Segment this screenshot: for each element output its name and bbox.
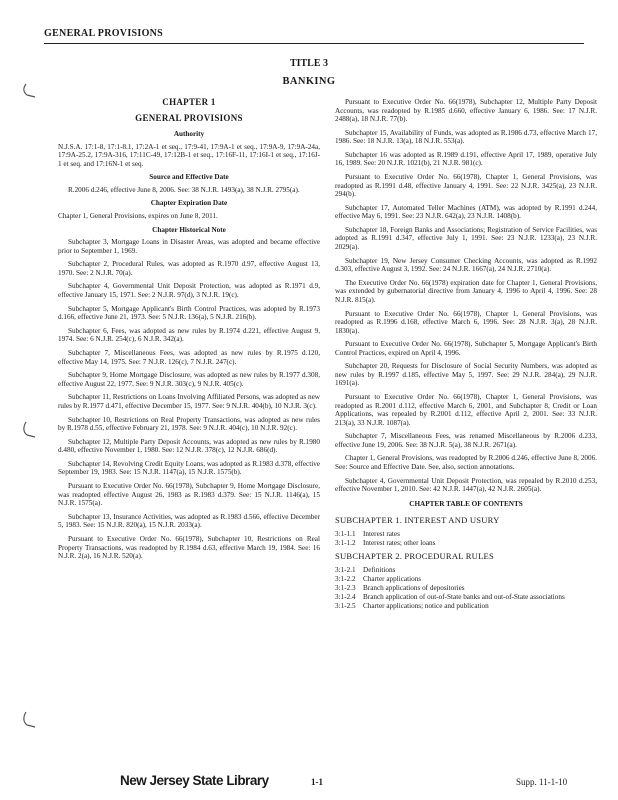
history-note: Subchapter 9, Home Mortgage Disclosure, was adopted as new rules by R.1977 d.308, effective August 22, 1977. See: 9 N.J.R. 303(c), 9 N.J.R. 405(c). [58,371,320,388]
history-heading: Chapter Historical Note [152,225,226,234]
toc-entry-title: Interest rates; other loans [363,538,436,547]
history-note: Subchapter 6, Fees, was adopted as new rules by R.1974 d.221, effective August 9, 1974. See: 6 N.J.R. 254(c), 6 N.J.R. 342(a). [58,326,320,344]
authority-heading: Authority [173,130,205,138]
history-note: Subchapter 7, Miscellaneous Fees, was adopted as new rules by R.1975 d.120, effective May 14, 1975. See: 7 N.J.R. 126(c), 7 N.J.R. 247(c). [58,349,320,366]
history-note: Subchapter 3, Mortgage Loans in Disaster Areas, was adopted and became effective prior to September 1, 1969. [58,238,320,255]
toc-entry-title: Definitions [363,565,396,574]
expiration-heading: Chapter Expiration Date [150,199,228,208]
history-note: Subchapter 4, Governmental Unit Deposit Protection, was repealed by R.2010 d.253, effective November 1, 2010. See: 42 N.J.R. 1447(a), 42 N.J.R. 2605(a). [335,476,597,494]
history-note: Pursuant to Executive Order No. 66(1978), Subchapter 10, Restrictions on Real Property Transactions, was readopted by R.1984 d.63, effective March 19, 1984. See: 16 N.J.R. 2(a), 16 N.J.R. 520(a). [58,535,320,560]
page-number: 1-1 [311,777,323,787]
toc-entry[interactable] [335,566,597,575]
history-note: Pursuant to Executive Order No. 66(1978), Subchapter 9, Home Mortgage Disclosure, was readopted effective August 26, 1983 as R.1983 d.379. See: 15 N.J.R. 1146(a), 15 N.J.R. 1575(a). [58,482,320,508]
toc-entry-title: Charter applications [363,574,422,583]
title-number: TITLE 3 [289,58,329,69]
toc-entry-title: Branch application of out-of-State banks and out-of-State associations [363,593,565,601]
toc-entry-number: 3:1-2.3 [335,583,356,592]
toc-entry-number: 3:1-2.4 [335,593,356,601]
expiration-text: Chapter 1, General Provisions, expires on June 8, 2011. [58,211,218,220]
right-column [335,98,597,611]
history-note: Pursuant to Executive Order No. 66(1978), Chapter 1, General Provisions, was readopted as R.1996 d.168, effective March 6, 1996. See: 28 N.J.R. 3(a), 28 N.J.R. 1830(a). [335,309,597,335]
toc-entry[interactable] [335,539,597,548]
history-note: Subchapter 18, Foreign Banks and Associations; Registration of Service Facilities, was adopted as R.1991 d.347, effective July 1, 1991. See: 23 N.J.R. 1233(a), 23 N.J.R. 2029(a). [335,225,597,251]
left-column [58,98,320,566]
binder-hole-icon [22,710,40,728]
history-note: The Executive Order No. 66(1978) expiration date for Chapter 1, General Provisions, was extended by gubernatorial directive from January 4, 1996 to April 4, 1996. See: 28 N.J.R. 815(a). [335,278,597,304]
history-note: Pursuant to Executive Order No. 66(1978), Chapter 1, General Provisions, was readopted as R.1991 d.48, effective January 4, 1991. See: 22 N.J.R. 3425(a), 23 N.J.R. 294(b). [335,173,597,199]
history-note: Pursuant to Executive Order No. 66(1978), Subchapter 12, Multiple Party Deposit Accounts, was readopted by R.1985 d.660, effective January 6, 1986. See: 17 N.J.R. 2488(a), 18 N.J.R. 77(b). [335,98,597,123]
header-rule [44,43,584,44]
history-note: Chapter 1, General Provisions, was readopted by R.2006 d.246, effective June 8, 2006. See: Source and Effective Date. See, also, section annotations. [335,454,597,471]
toc-entry-title: Branch applications of depositories [363,583,465,592]
history-note: Subchapter 2, Procedural Rules, was adopted as R.1970 d.97, effective August 13, 1970. See: 2 N.J.R. 70(a). [58,260,320,277]
history-note: Pursuant to Executive Order No. 66(1978), Subchapter 5, Mortgage Applicant's Birth Control Practices, expired on April 4, 1996. [335,340,597,357]
history-note: Subchapter 17, Automated Teller Machines (ATM), was adopted by R.1991 d.244, effective May 6, 1991. See: 23 N.J.R. 642(a), 23 N.J.R. 1408(b). [335,203,597,221]
history-note: Subchapter 11, Restrictions on Loans Involving Affiliated Persons, was adopted as new rules by R.1977 d.471, effective December 15, 1977. See: 9 N.J.R. 404(b), 10 N.J.R. 3(c). [58,393,320,410]
toc-entry[interactable] [335,593,597,602]
history-note: Subchapter 13, Insurance Activities, was adopted as R.1983 d.566, effective December 5, 1983. See: 15 N.J.R. 820(a), 15 N.J.R. 2033(a). [58,512,320,530]
toc-entry-number: 3:1-2.1 [335,565,356,574]
toc-entry-number: 3:1-1.1 [335,529,356,538]
toc-entry-title: Interest rates [363,529,400,538]
source-heading: Source and Effective Date [149,173,229,182]
subchapter-1-heading[interactable]: SUBCHAPTER 1. INTEREST AND USURY [335,515,500,526]
history-note: Subchapter 14, Revolving Credit Equity Loans, was adopted as R.1983 d.378, effective September 19, 1983. See: 15 N.J.R. 1147(a), 15 N.J.R. 1575(b). [58,459,320,477]
history-note: Subchapter 12, Multiple Party Deposit Accounts, was adopted as new rules by R.1980 d.480, effective November 1, 1980. See: 12 N.J.R. 378(c), 12 N.J.R. 686(d). [58,437,320,455]
binder-hole-icon [22,420,40,438]
title-name: BANKING [282,76,336,87]
history-note: Subchapter 15, Availability of Funds, was adopted as R.1986 d.73, effective March 17, 1986. See: 18 N.J.R. 13(a), 18 N.J.R. 553(a). [335,128,597,146]
toc-entry-number: 3:1-1.2 [335,538,356,547]
history-note: Subchapter 4, Governmental Unit Deposit Protection, was adopted as R.1971 d.9, effective January 15, 1971. See: 2 N.J.R. 97(d), 3 N.J.R. 19(c). [58,282,320,299]
toc-entry[interactable] [335,530,597,539]
toc-heading: CHAPTER TABLE OF CONTENTS [409,499,523,508]
toc-entry-number: 3:1-2.2 [335,574,356,583]
source-text: R.2006 d.246, effective June 8, 2006. See: 38 N.J.R. 1493(a), 38 N.J.R. 2795(a). [68,185,300,194]
toc-entry-title: Charter applications; notice and publication [363,602,489,611]
history-note: Subchapter 19, New Jersey Consumer Checking Accounts, was adopted as R.1992 d.303, effective August 3, 1992. See: 24 N.J.R. 1667(a), 24 N.J.R. 2710(a). [335,256,597,274]
subchapter-2-heading[interactable]: SUBCHAPTER 2. PROCEDURAL RULES [335,551,494,562]
chapter-name: GENERAL PROVISIONS [135,112,243,123]
chapter-number: CHAPTER 1 [162,97,216,107]
toc-entry-number: 3:1-2.5 [335,602,356,611]
supplement-date: Supp. 11-1-10 [516,777,568,787]
library-logo: New Jersey State Library [120,773,269,788]
history-note: Subchapter 7, Miscellaneous Fees, was renamed Miscellaneous by R.2006 d.233, effective June 19, 2006. See: 38 N.J.R. 5(a), 38 N.J.R. 2671(a). [335,432,597,449]
history-note: Pursuant to Executive Order No. 66(1978), Chapter 1, General Provisions, was readopted as R.2001 d.112, effective March 6, 2001, and Subchapter 8, Credit or Loan Applications, was repealed by R.2001 d.112, effective April 2, 2001. See: 33 N.J.R. 213(a), 33 N.J.R. 1087(a). [335,393,597,427]
history-note: Subchapter 5, Mortgage Applicant's Birth Control Practices, was adopted by R.1973 d.166, effective June 21, 1973. See: 5 N.J.R. 136(a), 5 N.J.R. 216(b). [58,304,320,322]
running-head: GENERAL PROVISIONS [44,28,164,39]
history-note: Subchapter 20, Requests for Disclosure of Social Security Numbers, was adopted as new rules by R.1997 d.185, effective May 5, 1997. See: 29 N.J.R. 284(a), 29 N.J.R. 1691(a). [335,362,597,388]
toc-entry[interactable] [335,575,597,584]
toc-entry[interactable] [335,602,597,611]
toc-entry[interactable] [335,584,597,593]
authority-text: N.J.S.A. 17:1-8, 17:1-8.1, 17:2A-1 et seq., 17:9-41, 17:9A-1 et seq., 17:9A-9, 17:9A-24a, 17:9A-25.2, 17:9A-316, 17:11C-49, 17:12B-1 et seq., 17:16F-11, 17:16I-1 et seq., 17:16J-1 et seq. and 17:16N-1 et seq. [58,142,320,168]
history-note: Subchapter 16 was adopted as R.1989 d.191, effective April 17, 1989, operative July 16, 1989. See: 20 N.J.R. 1021(b), 21 N.J.R. 981(c). [335,150,597,168]
history-note: Subchapter 10, Restrictions on Real Property Transactions, was adopted as new rules by R.1978 d.55, effective February 21, 1978. See: 9 N.J.R. 404(c), 10 N.J.R. 92(c). [58,415,320,433]
